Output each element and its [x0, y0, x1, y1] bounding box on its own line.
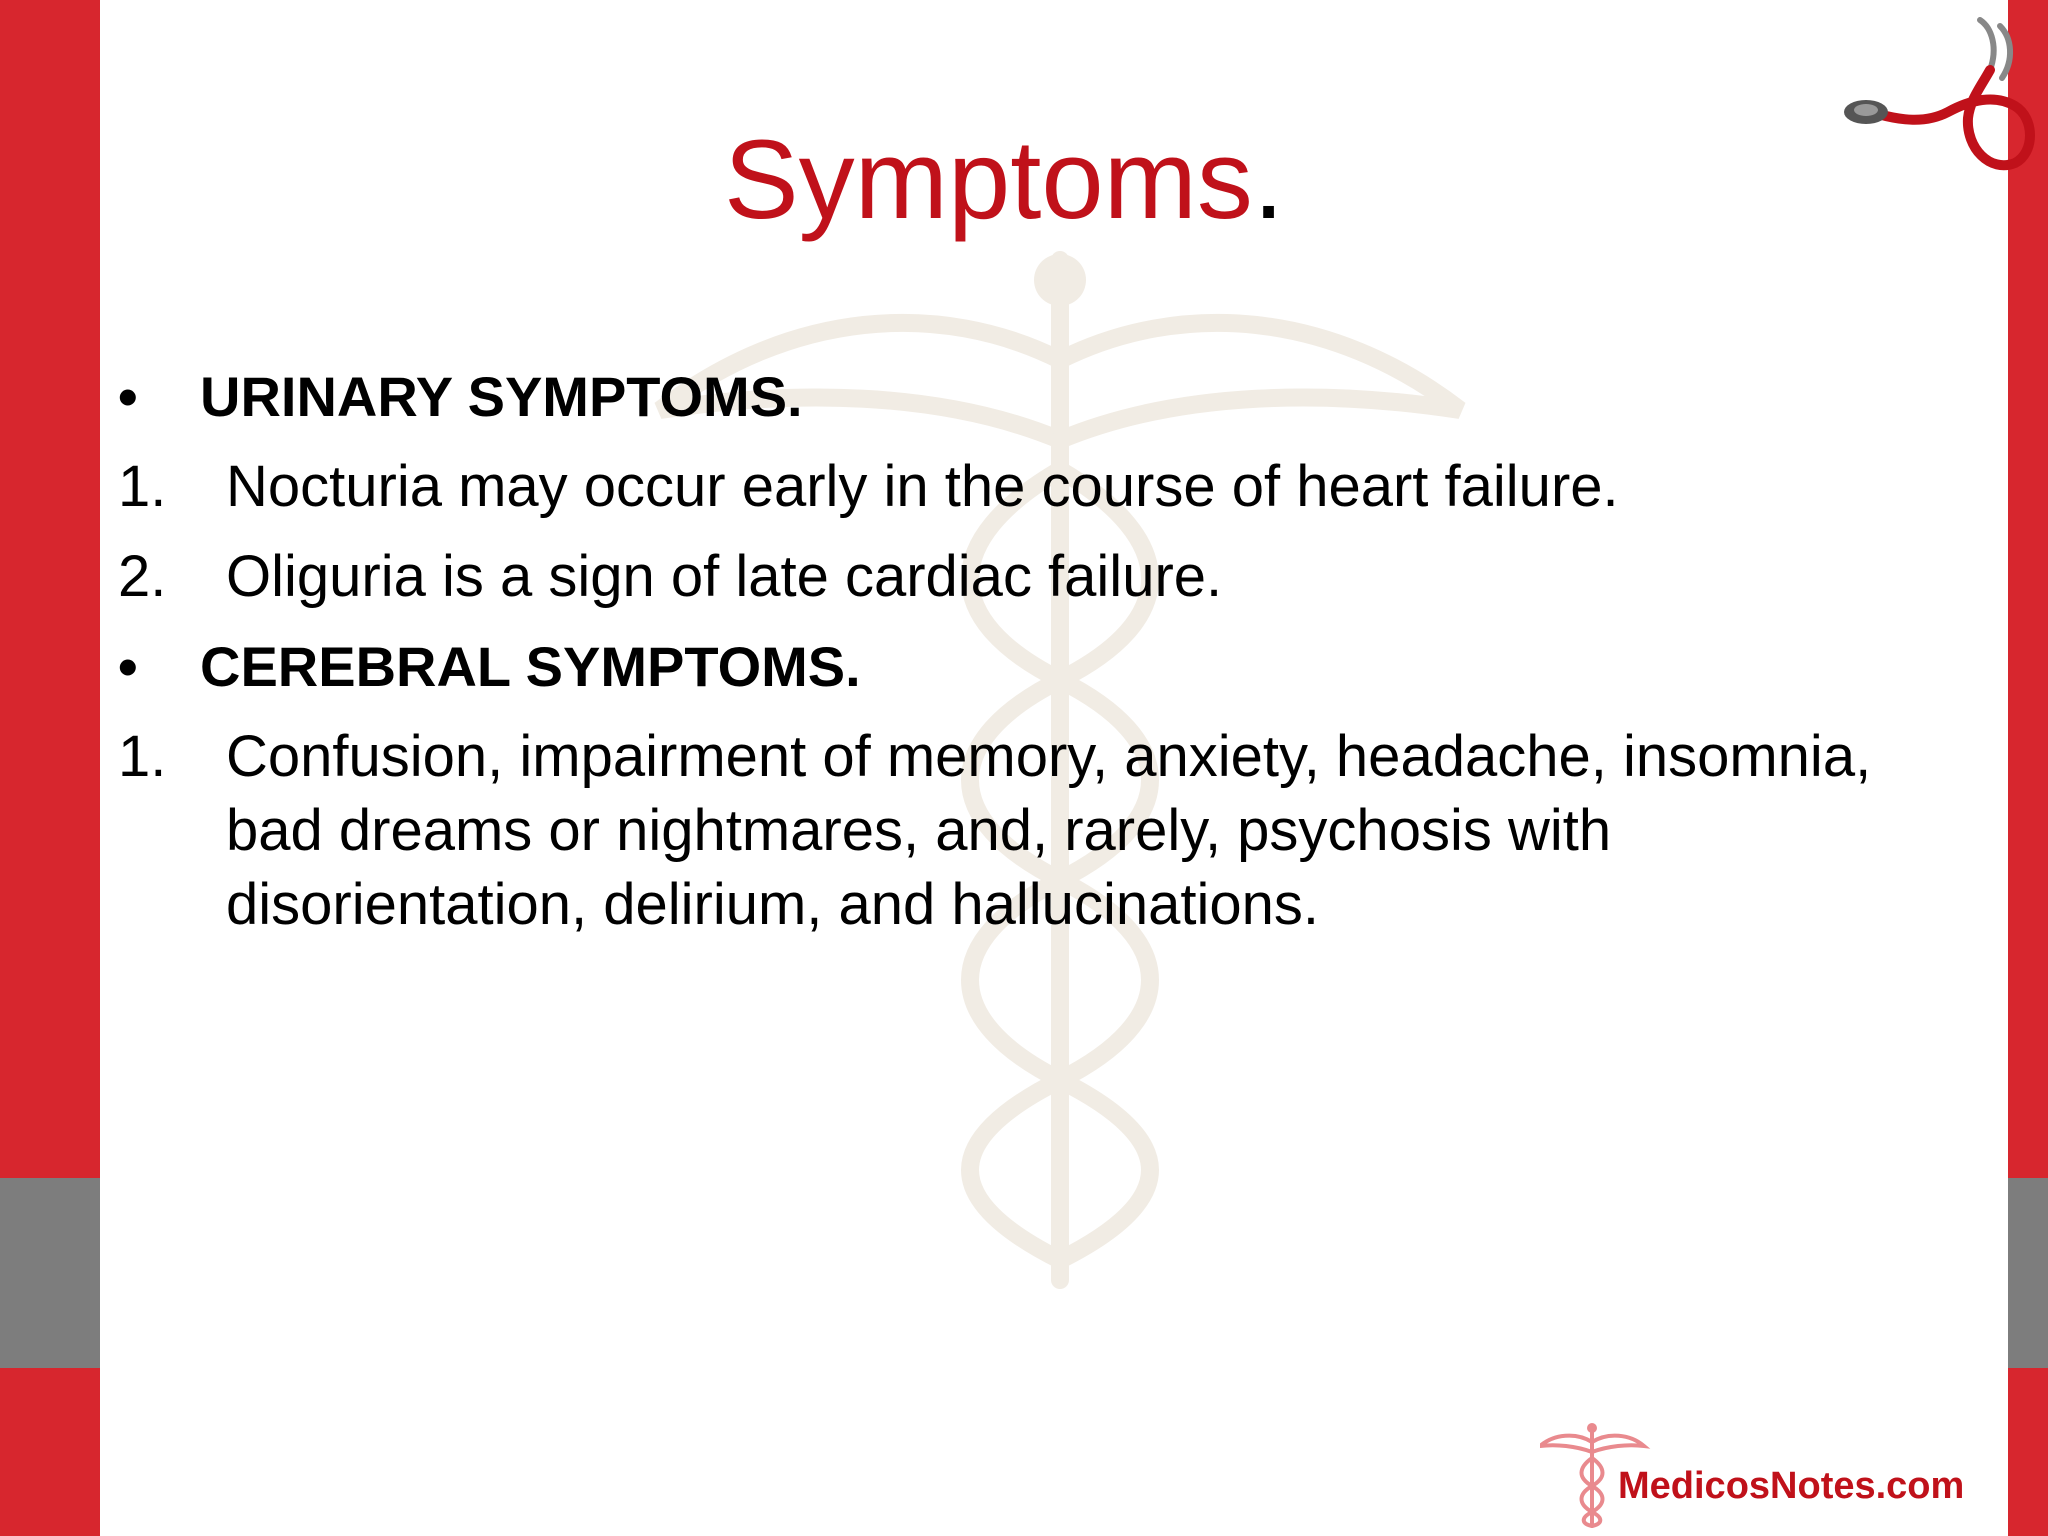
- slide-title-text: Symptoms: [723, 117, 1253, 242]
- left-accent-band: [0, 0, 100, 1536]
- right-accent-band: [2008, 0, 2048, 1536]
- list-item-number: 2.: [118, 544, 167, 609]
- slide-title-punct: .: [1252, 117, 1285, 242]
- slide-content: [118, 360, 1898, 942]
- section-heading: [118, 630, 1898, 704]
- list-item: [118, 540, 1898, 614]
- list-item-number: 1.: [118, 454, 167, 519]
- list-item-text: Nocturia may occur early in the course of heart failure.: [226, 454, 1619, 519]
- left-gray-band: [0, 1178, 100, 1368]
- right-gray-band: [2008, 1178, 2048, 1368]
- list-item-text: Oliguria is a sign of late cardiac failure.: [226, 544, 1223, 609]
- list-item-text: Confusion, impairment of memory, anxiety, headache, insomnia, bad dreams or nightmares, and, rarely, psychosis with disorientation, delirium, and hallucinations.: [226, 724, 1872, 937]
- slide-title: [100, 118, 1908, 241]
- list-item-number: 1.: [118, 724, 167, 789]
- bullet-marker: •: [118, 635, 138, 698]
- brand-logo-text: MedicosNotes.com: [1618, 1465, 1965, 1507]
- section-heading-text: URINARY SYMPTOMS.: [200, 365, 803, 428]
- list-item: [118, 720, 1898, 942]
- list-item: [118, 450, 1898, 524]
- bullet-marker: •: [118, 365, 138, 428]
- section-heading-text: CEREBRAL SYMPTOMS.: [200, 635, 861, 698]
- section-heading: [118, 360, 1898, 434]
